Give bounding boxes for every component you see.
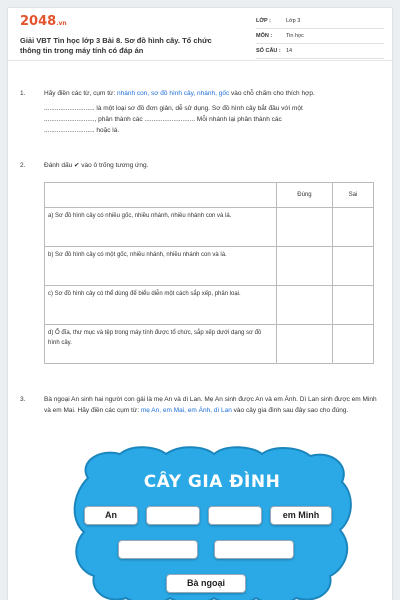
keyword-list: nhánh con, sơ đồ hình cây, nhánh, gốc: [117, 90, 230, 97]
question-number: 2.: [20, 162, 26, 169]
logo-suffix: .vn: [56, 20, 67, 27]
q3-text: Bà ngoại An sinh hai người con gái là mẹ An và dì Lan. Mẹ An sinh được An và em Ánh. Dì Lan sinh được em Minh và em Mai. Hãy điền các cụm từ:: [44, 396, 377, 414]
true-header: Đúng: [277, 183, 333, 208]
tree-branch-box[interactable]: [214, 540, 294, 559]
table-row: [45, 325, 374, 364]
intro-text: Hãy điền các từ, cụm từ:: [44, 90, 118, 97]
fill-line-2[interactable]: ............................, phân thành các ............................ Mỗi nhánh lại phân thành các: [44, 116, 282, 123]
meta-key: SỐ CÂU :: [256, 48, 281, 54]
true-checkbox[interactable]: [277, 325, 333, 364]
statement-cell: b) Sơ đồ hình cây có một gốc, nhiều nhánh, nhiều nhánh con và lá.: [45, 247, 277, 286]
logo-text: 2048: [20, 14, 57, 29]
page-title: Giải VBT Tin học lớp 3 Bài 8. Sơ đồ hình cây. Tổ chức thông tin trong máy tính có đáp án: [20, 36, 212, 55]
tree-leaf-box[interactable]: [146, 506, 200, 525]
question-1: [20, 88, 390, 148]
question-text: [44, 394, 384, 416]
document-page: [8, 8, 392, 600]
statement-cell: c) Sơ đồ hình cây có thể dùng để biểu diễn một cách sắp xếp, phân loại.: [45, 286, 277, 325]
meta-key: MÔN :: [256, 33, 273, 39]
meta-row-count: [256, 44, 384, 59]
meta-info: [256, 14, 384, 59]
fill-line-1[interactable]: ............................ là một loại sơ đồ đơn giản, dễ sử dụng. Sơ đồ hình cây bắt đầu với một: [44, 105, 303, 112]
question-2: [20, 160, 390, 174]
table-row: [45, 247, 374, 286]
question-body: [44, 88, 384, 136]
question-intro: [44, 88, 384, 99]
q3-text-end: vào cây gia đình sau đây sao cho đúng.: [231, 407, 349, 414]
meta-value: Lớp 3: [286, 18, 301, 24]
table-header-row: [45, 183, 374, 208]
page-header: [8, 8, 392, 61]
meta-row-subject: [256, 29, 384, 44]
statement-header: [45, 183, 277, 208]
true-checkbox[interactable]: [277, 247, 333, 286]
false-checkbox[interactable]: [332, 247, 373, 286]
false-header: Sai: [332, 183, 373, 208]
table-row: [45, 286, 374, 325]
meta-value: Tin học: [286, 33, 304, 39]
question-number: 1.: [20, 90, 26, 97]
tree-leaf-box[interactable]: An: [84, 506, 138, 525]
true-checkbox[interactable]: [277, 286, 333, 325]
site-logo[interactable]: [20, 14, 67, 29]
keyword-list: mẹ An, em Mai, em Ánh, dì Lan: [140, 407, 232, 414]
answer-table: [44, 182, 374, 364]
tree-title: CÂY GIA ĐÌNH: [143, 472, 281, 492]
question-number: 3.: [20, 396, 26, 403]
meta-row-grade: [256, 14, 384, 29]
tree-root-box[interactable]: Bà ngoại: [166, 574, 246, 593]
false-checkbox[interactable]: [332, 208, 373, 247]
tree-branch-box[interactable]: [118, 540, 198, 559]
intro-end: vào chỗ chấm cho thích hợp.: [229, 90, 315, 97]
fill-line-3[interactable]: ............................ hoặc lá.: [44, 127, 120, 134]
table-row: [45, 208, 374, 247]
statement-cell: d) Ổ đĩa, thư mục và tệp trong máy tính được tổ chức, sắp xếp dưới dạng sơ đồ hình cây.: [45, 325, 277, 364]
tree-leaf-box[interactable]: [208, 506, 262, 525]
tree-leaf-box[interactable]: em Minh: [270, 506, 332, 525]
meta-key: LỚP :: [256, 18, 271, 24]
question-text: Đánh dấu ✔ vào ô trống tương ứng.: [44, 162, 149, 169]
question-3: [20, 394, 390, 434]
false-checkbox[interactable]: [332, 286, 373, 325]
true-checkbox[interactable]: [277, 208, 333, 247]
family-tree: [68, 444, 356, 600]
meta-value: 14: [286, 48, 293, 54]
false-checkbox[interactable]: [332, 325, 373, 364]
statement-cell: a) Sơ đồ hình cây có nhiều gốc, nhiều nhánh, nhiều nhánh con và lá.: [45, 208, 277, 247]
